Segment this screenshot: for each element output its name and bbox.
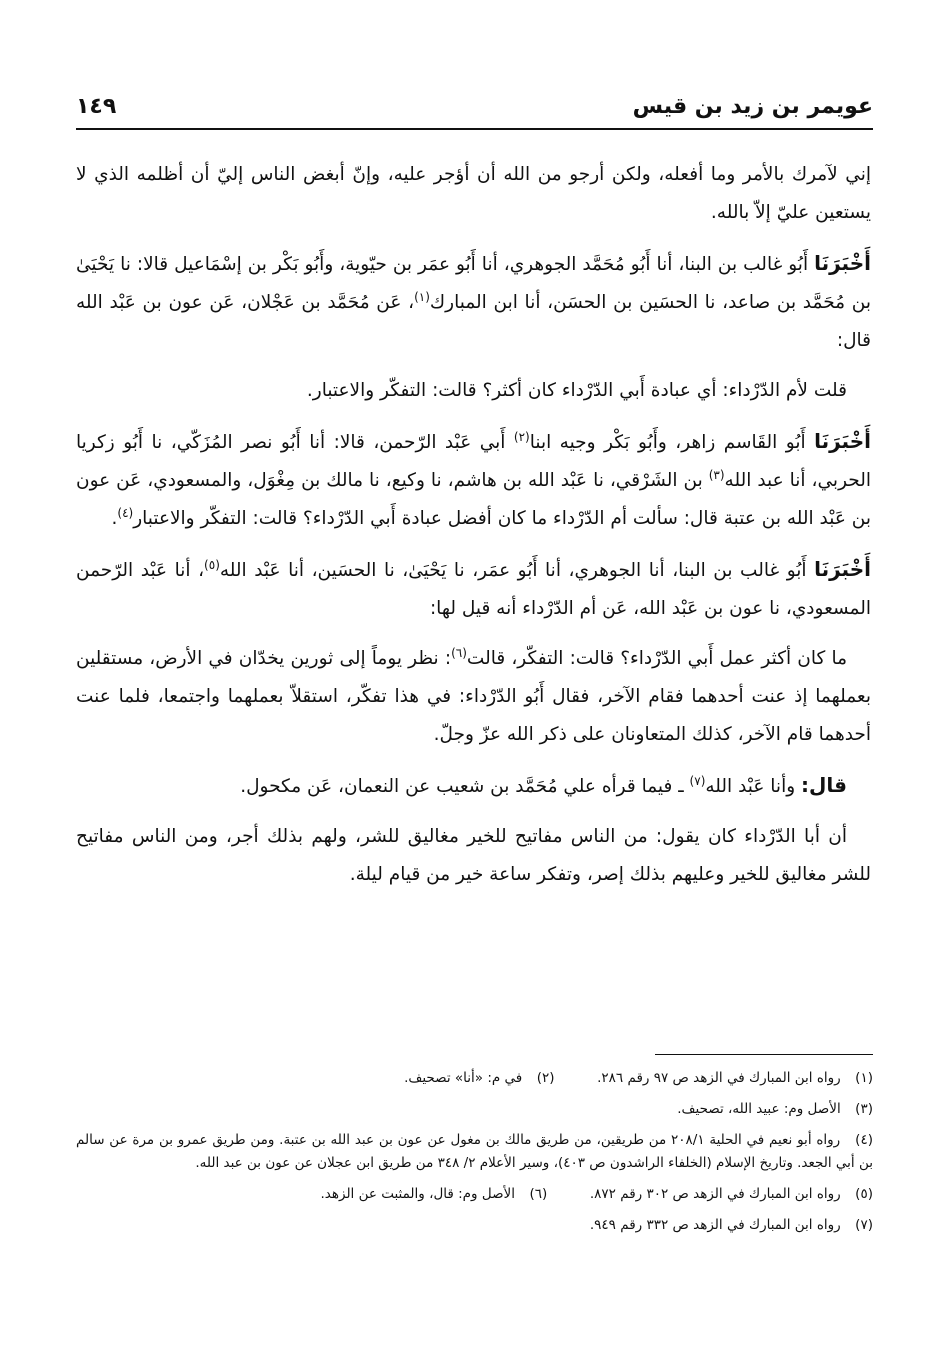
footnote-number-6: (٦) (529, 1186, 548, 1202)
akhbarana-keyword: أَخْبَرَنَا (814, 251, 871, 275)
paragraph-3-text: قلت لأم الدّرْداء: أي عبادة أَبي الدّرْداء كان أكثر؟ قالت: التفكّر والاعتبار. (306, 380, 847, 401)
qala-keyword: قال: (801, 773, 847, 797)
footnote-text-4: رواه أبو نعيم في الحلية ٢٠٨/١ من طريقين، من طريق مالك بن مغول عن عون بن عبد الله بن عتبة. ومن طريق عمرو بن مرة عن سالم بن أبي الجعد. وتاريخ الإسلام (الخلفاء الراشدون ص ٤٠٣)، وسير الأعلام ٢/ ٣٤٨ من طريق ابن عجلان عن عون بن عبد الله. (76, 1132, 873, 1171)
footnote-text-6: الأصل وم: قال، والمثبت عن الزهد. (320, 1186, 515, 1202)
paragraph-5 (76, 550, 871, 628)
paragraph-6-text-b: : نظر يوماً إلى ثورين يخدّان في الأرض، مستقلين بعملهما إذ عنت أحدهما فقام الآخر، فقال أَبُو الدّرْداء: في هذا تفكّر، استقلاّ بعملهما واجتمعا، فلما عنت أحدهما قام الآخر، كذلك المتعاونان على ذكر الله عزّ وجلّ. (76, 648, 871, 745)
footnote-ref-7: (٧) (689, 773, 706, 788)
footnote-ref-2: (٢) (513, 429, 530, 444)
paragraph-5-text-b: ، أنا عَبْد الرّحمن المسعودي، نا عون بن عَبْد الله، عَن أم الدّرْداء أنه قيل لها: (76, 560, 871, 619)
footnote-text-7: رواه ابن المبارك في الزهد ص ٣٣٢ رقم ٩٤٩. (589, 1217, 841, 1233)
paragraph-4-text-b: أَبي عَبْد الرّحمن، قالا: أنا أَبُو نصر المُزَكّي، نا أَبُو زكريا الحربي، أنا عبد الله (76, 432, 871, 491)
footnotes (76, 1054, 873, 1245)
footnote-line-1-2 (76, 1067, 873, 1090)
akhbarana-keyword: أَخْبَرَنَا (814, 557, 871, 581)
paragraph-1-text: إني لآمرك بالأمر وما أفعله، ولكن أرجو من الله أن أؤجر عليه، وإنّ أبغض الناس إليّ أن أظلمه الذي لا يستعين عليّ إلاّ بالله. (76, 164, 871, 223)
page-number: ١٤٩ (76, 94, 117, 119)
footnote-number-5: (٥) (855, 1186, 873, 1202)
footnote-divider (655, 1054, 873, 1055)
paragraph-6 (76, 640, 871, 754)
footnote-ref-1: (١) (414, 289, 430, 304)
paragraph-6-text-a: ما كان أكثر عمل أَبي الدّرْداء؟ قالت: التفكّر، قالت (466, 648, 847, 669)
footnote-number-4: (٤) (855, 1132, 873, 1148)
paragraph-8-text: أن أبا الدّرْداء كان يقول: من الناس مفاتيح للخير مغاليق للشر، ولهم بذلك أجر، ومن الناس مفاتيح للشر مغاليق للخير وعليهم بذلك إصر، وتفكر ساعة خير من قيام ليلة. (76, 826, 871, 885)
footnote-ref-4: (٤) (117, 505, 134, 520)
paragraph-2-text-a: أَبُو غالب بن البنا، أنا أَبُو مُحَمَّد الجوهري، أنا أَبُو عمَر بن حيّوية، وأَبُو بَكْر بن إسْمَاعيل قالا: نا يَحْيَىٰ بن مُحَمَّد بن صاعد، نا الحسَين بن الحسَن، أنا ابن المبارك (76, 254, 871, 313)
footnote-ref-5: (٥) (204, 557, 220, 572)
paragraph-2 (76, 244, 871, 360)
paragraph-4-text-d: . (111, 508, 118, 529)
paragraph-8 (76, 818, 871, 894)
footnote-line-5-6 (76, 1183, 873, 1206)
footnote-number-3: (٣) (855, 1101, 873, 1117)
running-title: عويمر بن زيد بن قيس (632, 94, 873, 119)
footnote-number-2: (٢) (536, 1070, 555, 1086)
footnote-ref-3: (٣) (708, 467, 725, 482)
running-header (76, 86, 873, 130)
paragraph-7-text-b: ـ فيما قرأه علي مُحَمَّد بن شعيب عن النعمان، عَن مكحول. (240, 776, 690, 797)
main-text (76, 156, 871, 906)
footnote-line-4 (76, 1129, 873, 1175)
footnote-number-1: (١) (855, 1070, 873, 1086)
akhbarana-keyword: أَخْبَرَنَا (814, 429, 871, 453)
paragraph-5-text-a: أَبُو غالب بن البنا، أنا الجوهري، أنا أَبُو عمَر، نا يَحْيَىٰ، نا الحسَين، أنا عَبْد الله (219, 560, 807, 581)
footnote-text-5: رواه ابن المبارك في الزهد ص ٣٠٢ رقم ٨٧٢. (589, 1186, 841, 1202)
paragraph-4-text-a: أَبُو القَاسم زاهر، وأَبُو بَكْر وجيه ابنا (529, 432, 806, 453)
footnote-text-2: في م: «أنا» تصحيف. (404, 1070, 523, 1086)
paragraph-7-text-a: وأنا عَبْد الله (705, 776, 802, 797)
footnote-text-3: الأصل وم: عبيد الله، تصحيف. (677, 1101, 841, 1117)
paragraph-4-text-c: بن الشَرْقي، نا عَبْد الله بن هاشم، نا وكيع، نا مالك بن مِغْوَل، والمسعودي، عَن عون بن عَبْد الله بن عتبة قال: سألت أم الدّرْداء ما كان أفضل عبادة أَبي الدّرْداء؟ قالت: التفكّر والاعتبار (76, 470, 871, 529)
footnote-text-1: رواه ابن المبارك في الزهد ص ٩٧ رقم ٢٨٦. (597, 1070, 841, 1086)
paragraph-4 (76, 422, 871, 538)
footnote-ref-6: (٦) (451, 645, 467, 660)
paragraph-7 (76, 766, 871, 806)
paragraph-1 (76, 156, 871, 232)
footnote-line-7 (76, 1214, 873, 1237)
footnote-line-3 (76, 1098, 873, 1121)
paragraph-3 (76, 372, 871, 410)
footnote-number-7: (٧) (855, 1217, 873, 1233)
paragraph-2-text-b: ، عَن مُحَمَّد بن عَجْلان، عَن عون بن عَبْد الله قال: (76, 292, 871, 351)
